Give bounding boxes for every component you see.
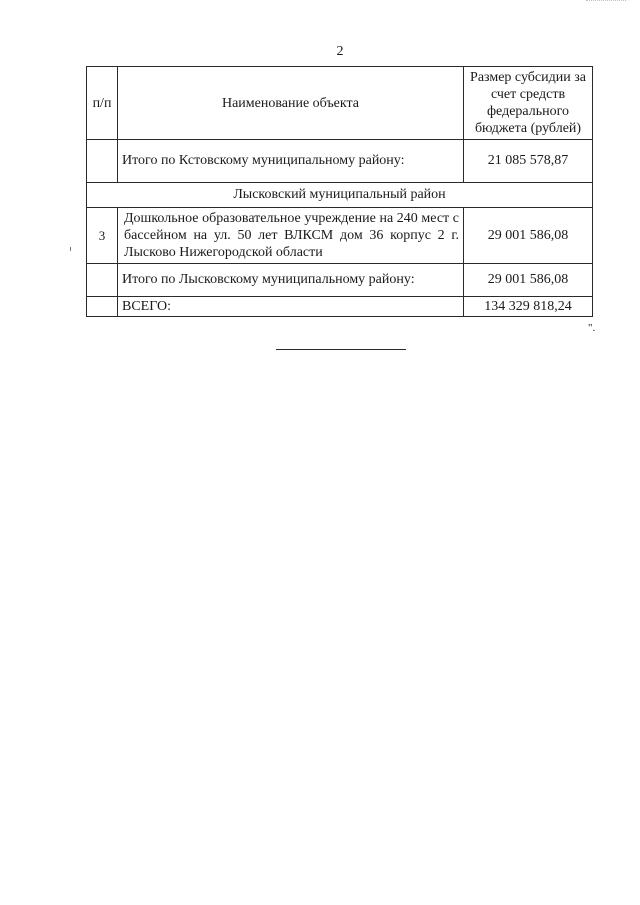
row-num-empty [87,140,118,183]
header-amount: Размер субсидии за счет средств федерального бюджета (рублей) [464,67,593,140]
lyskovo-district-title: Лысковский муниципальный район [87,183,593,208]
item-3-num: 3 [87,208,118,264]
grand-total-amount: 134 329 818,24 [464,297,593,317]
margin-mark [70,247,71,251]
scan-artifact [586,0,626,3]
grand-total-row [87,297,593,317]
header-name: Наименование объекта [118,67,464,140]
page-number: 2 [336,44,344,59]
grand-total-label: ВСЕГО: [118,297,464,317]
header-num: п/п [87,67,118,140]
row-num-empty [87,297,118,317]
row-num-empty [87,264,118,297]
lyskovo-subtotal-amount: 29 001 586,08 [464,264,593,297]
closing-quote: ". [588,322,596,334]
item-3-amount: 29 001 586,08 [464,208,593,264]
separator-line [276,349,406,350]
lyskovo-subtotal-row [87,264,593,297]
kstovo-subtotal-amount: 21 085 578,87 [464,140,593,183]
kstovo-subtotal-label: Итого по Кстовскому муниципальному району: [118,140,464,183]
item-3-name: Дошкольное образовательное учреждение на 240 мест с бассейном на ул. 50 лет ВЛКСМ дом 36 корпус 2 г. Лысково Нижегородской области [118,208,464,264]
lyskovo-district-row [87,183,593,208]
kstovo-subtotal-row [87,140,593,183]
table-row [87,208,593,264]
subsidy-table [86,66,593,317]
lyskovo-subtotal-label: Итого по Лысковскому муниципальному району: [118,264,464,297]
table-header-row [87,67,593,140]
